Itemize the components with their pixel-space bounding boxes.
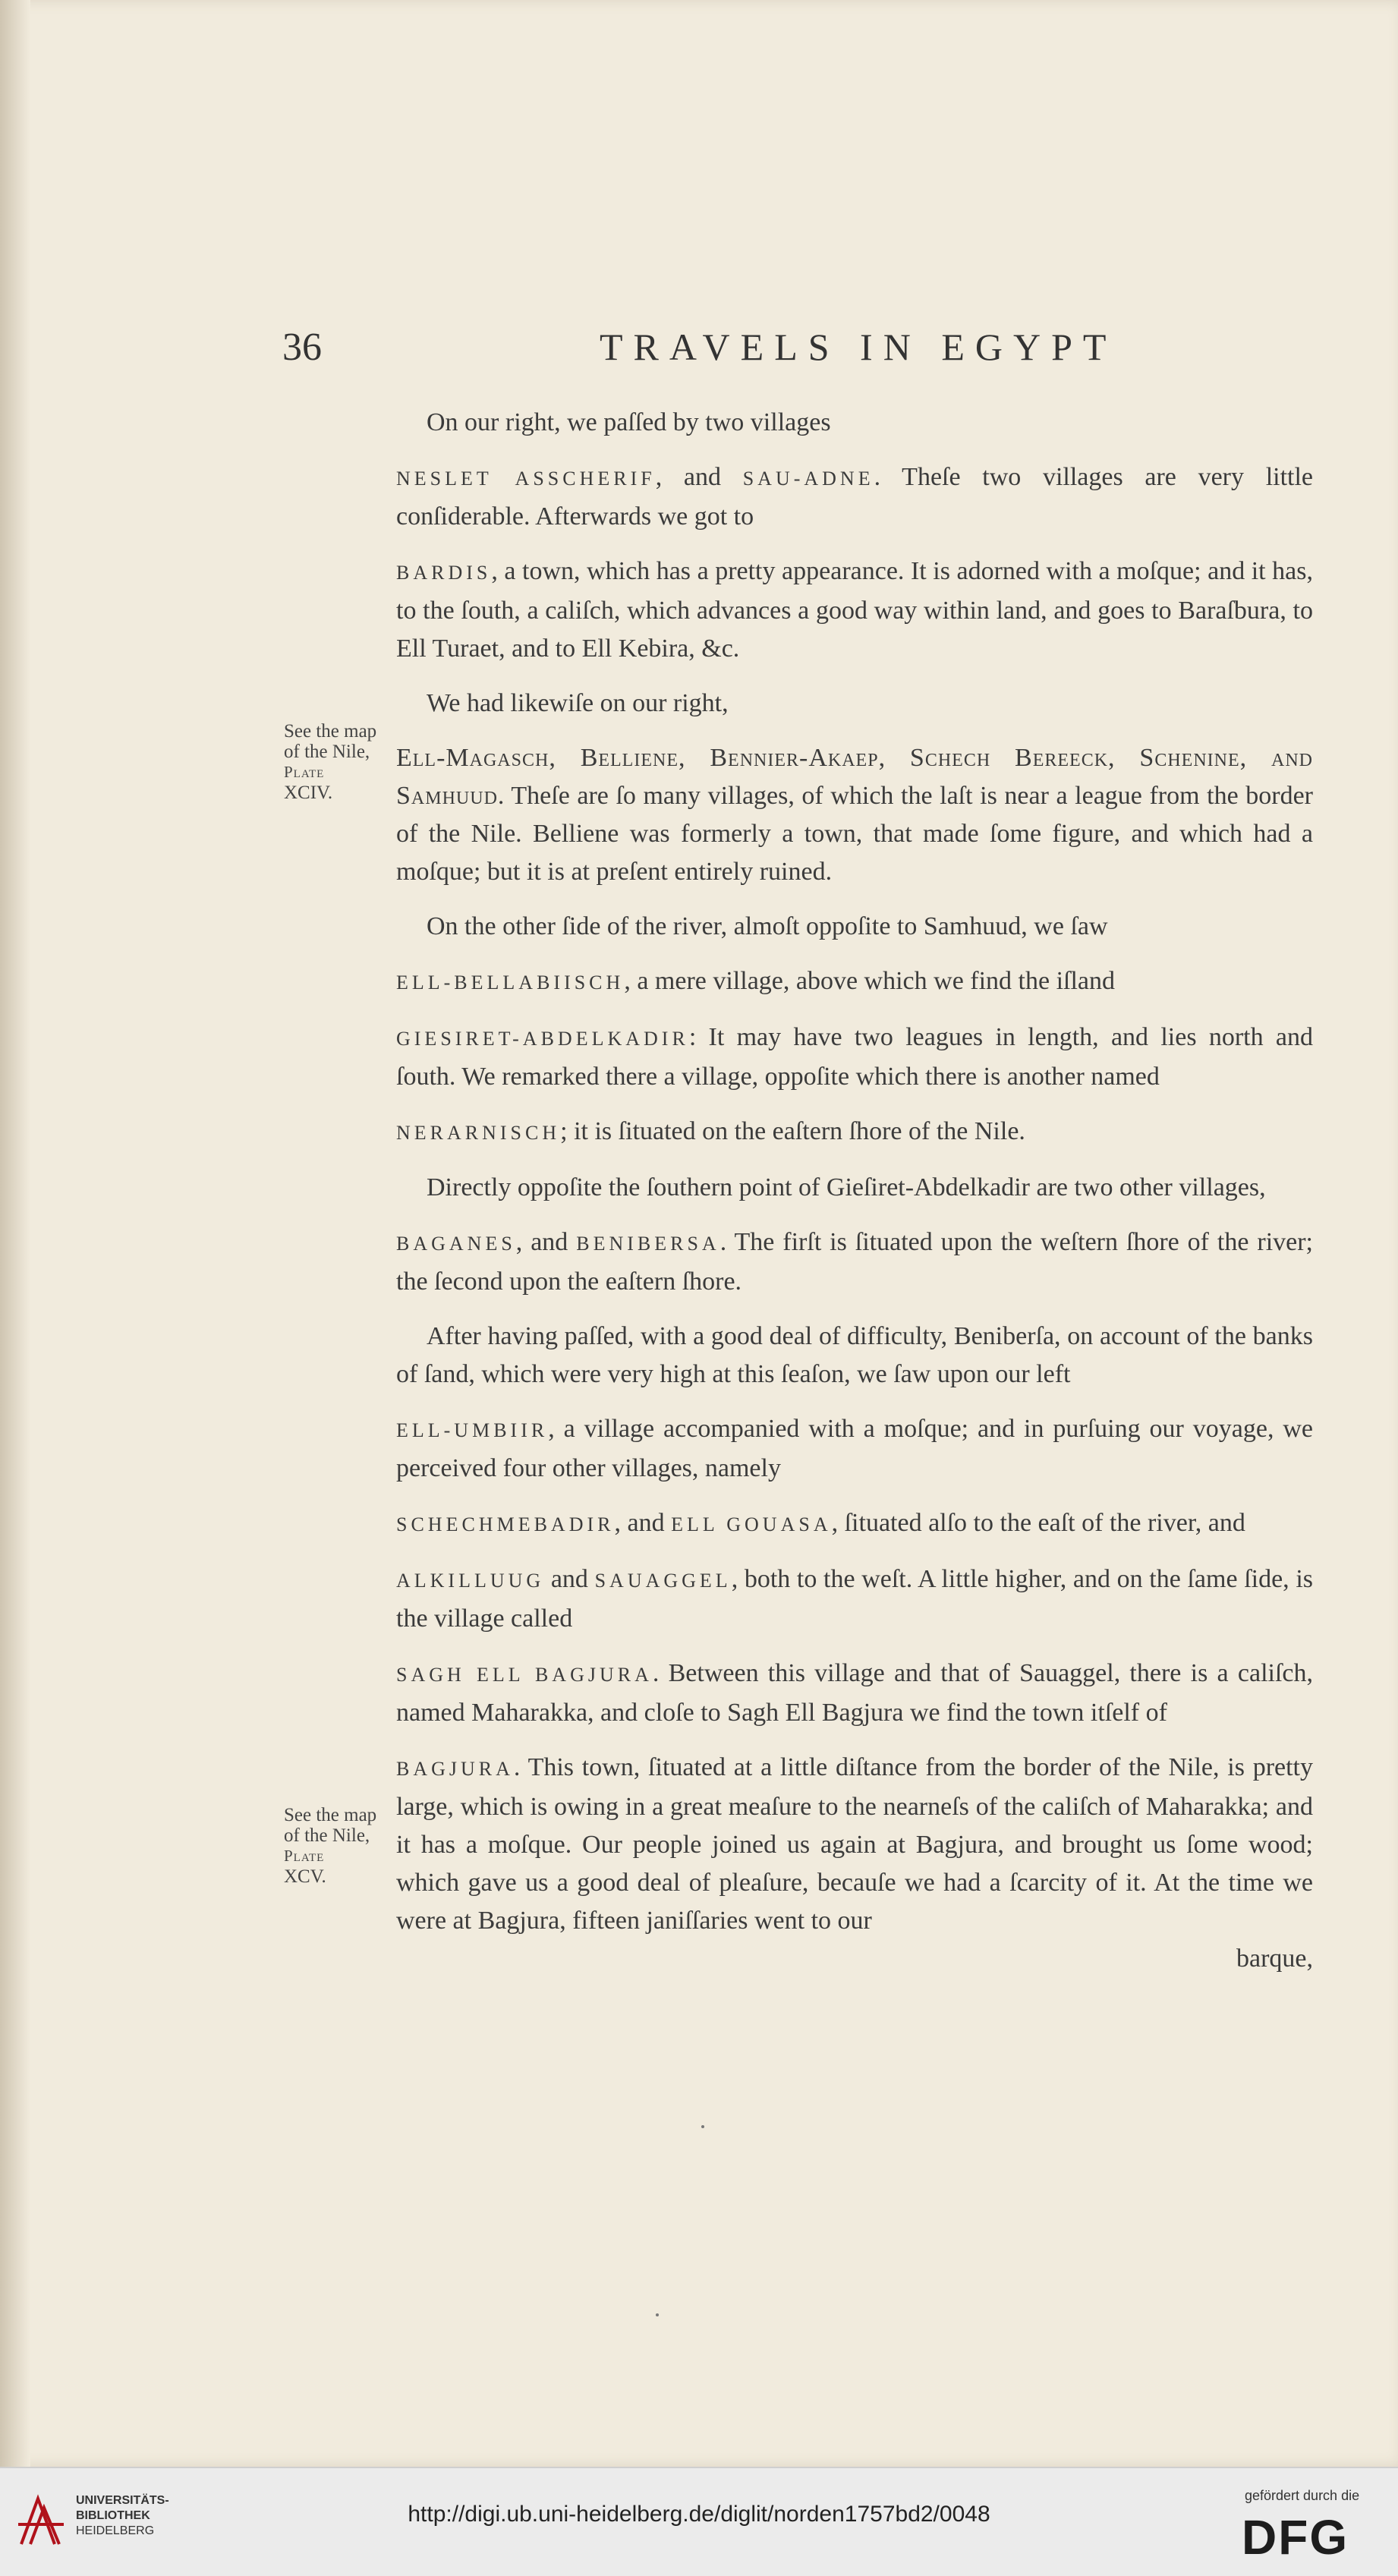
paragraph: BARDIS, a town, which has a pretty appearance. It is adorned with a moſque; and it has, to the ſouth, a caliſch, which advances a good way within land, and goes to Baraſbura, to Ell Turaet, and to Ell Kebira, &c. (396, 557, 1313, 663)
page-number: 36 (282, 326, 322, 369)
paragraph: On the other ſide of the river, almoſt oppoſite to Samhuud, we ſaw (427, 912, 1108, 940)
place-name: NERARNISCH (396, 1122, 561, 1144)
place-name: NESLET ASSCHERIF (396, 468, 656, 490)
paragraph: ELL-UMBIIR, a village accompanied with a moſque; and in purſuing our voyage, we perceived four other villages, namely (396, 1415, 1313, 1482)
text-body (396, 404, 1313, 1995)
place-name: GIESIRET-ABDELKADIR (396, 1028, 689, 1050)
margin-note-plate-xcv (284, 1805, 396, 1887)
paragraph: ALKILLUUG and SAUAGGEL, both to the weſt. A little higher, and on the ſame ſide, is the village called (396, 1565, 1314, 1633)
margin-note-plate-label: Plate (284, 1847, 325, 1865)
margin-note-plate-number: XCV. (284, 1866, 326, 1887)
margin-note-plate-number: XCIV. (284, 783, 333, 803)
paragraph: NESLET ASSCHERIF, and SAU-ADNE. Theſe two villages are very little conſiderable. Afterwards we got to (396, 463, 1314, 531)
paragraph: On our right, we paſſed by two villages (427, 408, 831, 436)
margin-note-plate-label: Plate (284, 763, 325, 781)
page-speck (656, 2313, 659, 2316)
place-name: SAU-ADNE (742, 468, 874, 490)
place-name: BENIBERSA (576, 1233, 720, 1255)
place-name: SAGH ELL BAGJURA (396, 1664, 653, 1686)
page-speck (701, 2125, 704, 2128)
dfg-logo: DFG (1242, 2510, 1349, 2565)
paragraph: SAGH ELL BAGJURA. Between this village and that of Sauaggel, there is a caliſch, named Maharakka, and cloſe to Sagh Ell Bagjura we find the town itſelf of (396, 1659, 1313, 1727)
margin-note-line: of the Nile, (284, 742, 370, 762)
library-name: UNIVERSITÄTS- BIBLIOTHEK HEIDELBERG (76, 2494, 169, 2537)
page-gutter-shadow (0, 0, 30, 2467)
margin-note-line: of the Nile, (284, 1825, 370, 1846)
paragraph: BAGJURA. This town, ſituated at a little diſtance from the border of the Nile, is pretty large, which is owing in a great meaſure to the nearneſs of the caliſch of Maharakka; and it has a moſque. Our people joined us again at Bagjura, and brought us ſome wood; which gave us a good deal of pleaſure, becauſe we had a ſcarcity of it. At the time we were at Bagjura, fifteen janiſſaries went to our (396, 1753, 1313, 1935)
place-name: BAGANES (396, 1233, 516, 1255)
place-name: BARDIS (396, 562, 492, 584)
place-name: ALKILLUUG (396, 1570, 545, 1592)
running-title: TRAVELS IN EGYPT (600, 326, 1117, 368)
paragraph: NERARNISCH; it is ſituated on the eaſtern ſhore of the Nile. (396, 1117, 1025, 1145)
paragraph: After having paſſed, with a good deal of difficulty, Beniberſa, on account of the banks of ſand, which were very high at this ſeaſon, we ſaw upon our left (396, 1322, 1313, 1388)
paragraph: We had likewiſe on our right, (427, 689, 729, 717)
place-name: BAGJURA (396, 1758, 514, 1780)
place-name: ELL GOUASA (671, 1513, 832, 1535)
paragraph: Ell-Magasch, Belliene, Bennier-Akaep, Schech Bereeck, Schenine, and Samhuud. Theſe are ſo many villages, of which the laſt is near a league from the border of the Nile. Belliene was formerly a town, that made ſome figure, and which had a moſque; but it is at preſent entirely ruined. (396, 744, 1313, 886)
place-name: Ell-Magasch, Belliene, Bennier-Akaep, Schech Bereeck, Schenine, and Samhuud (396, 744, 1313, 810)
paragraph: SCHECHMEBADIR, and ELL GOUASA, ſituated alſo to the eaſt of the river, and (396, 1509, 1245, 1537)
margin-note-line: See the map (284, 721, 377, 742)
place-name: SAUAGGEL (594, 1570, 732, 1592)
document-url-link[interactable]: http://digi.ub.uni-heidelberg.de/diglit/norden1757bd2/0048 (408, 2502, 990, 2527)
place-name: ELL-BELLABIISCH (396, 972, 625, 994)
place-name: SCHECHMEBADIR (396, 1513, 615, 1535)
paragraph: Directly oppoſite the ſouthern point of Gieſiret-Abdelkadir are two other villages, (427, 1173, 1266, 1201)
sponsor-caption: gefördert durch die (1245, 2488, 1360, 2503)
paragraph: BAGANES, and BENIBERSA. The firſt is ſituated upon the weſtern ſhore of the river; the ſecond upon the eaſtern ſhore. (396, 1228, 1313, 1296)
paragraph: ELL-BELLABIISCH, a mere village, above which we find the iſland (396, 967, 1116, 995)
margin-note-plate-xciv (284, 721, 396, 803)
paragraph: GIESIRET-ABDELKADIR: It may have two leagues in length, and lies north and ſouth. We remarked there a village, oppoſite which there is another named (396, 1023, 1313, 1091)
place-name: ELL-UMBIIR (396, 1419, 549, 1441)
catchword: barque, (1236, 1945, 1313, 1973)
margin-note-line: See the map (284, 1805, 377, 1825)
